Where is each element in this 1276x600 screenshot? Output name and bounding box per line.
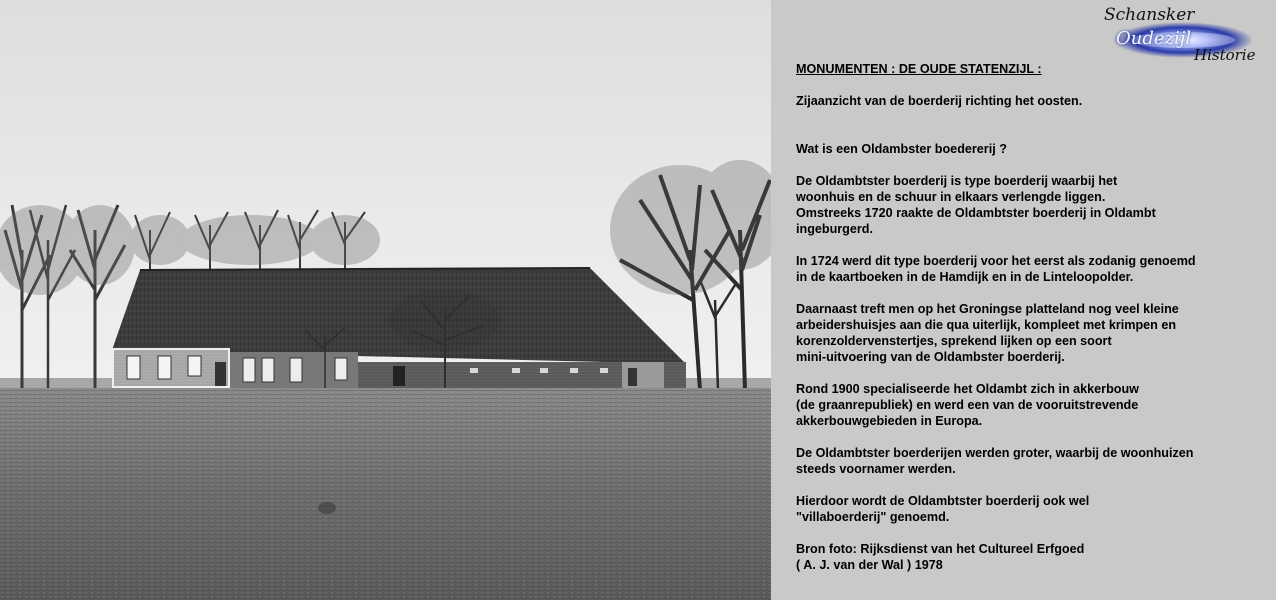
- logo-word-oudezijl: Oudezijl: [1116, 28, 1192, 49]
- paragraph-5: De Oldambtster boerderijen werden groter, waarbij de woonhuizen steeds voornamer werden.: [796, 446, 1194, 476]
- paragraph-1: De Oldambtster boerderij is type boerderij waarbij het woonhuis en de schuur in elkaars verlengde liggen. Omstreeks 1720 raakte de Oldambtster boerderij in Oldambt ingeburgerd.: [796, 174, 1156, 236]
- article-text: [796, 61, 1274, 589]
- paragraph-6: Hierdoor wordt de Oldambtster boerderij ook wel "villaboerderij" genoemd.: [796, 494, 1090, 524]
- section-question: Wat is een Oldambster boedererij ?: [796, 142, 1007, 156]
- photo-source: Bron foto: Rijksdienst van het Cultureel Erfgoed ( A. J. van der Wal ) 1978: [796, 542, 1085, 572]
- paragraph-2: In 1724 werd dit type boerderij voor het eerst als zodanig genoemd in de kaartboeken in de Hamdijk en in de Linteloopolder.: [796, 254, 1196, 284]
- logo-word-schansker: Schansker: [1104, 5, 1195, 25]
- paragraph-4: Rond 1900 specialiseerde het Oldambt zich in akkerbouw (de graanrepubliek) en werd een van de vooruitstrevende akkerbouwgebieden in Europa.: [796, 382, 1139, 428]
- photo-caption: Zijaanzicht van de boerderij richting het oosten.: [796, 94, 1083, 108]
- article-heading: MONUMENTEN : DE OUDE STATENZIJL :: [796, 62, 1042, 76]
- logo-word-historie: Historie: [1194, 46, 1256, 64]
- paragraph-3: Daarnaast treft men op het Groningse platteland nog veel kleine arbeidershuisjes aan die qua uiterlijk, kompleet met krimpen en korenzoldervenstertjes, sprekend lijken op een soort mini-uitvoering van de Oldambster boerderij.: [796, 302, 1179, 364]
- site-logo[interactable]: [1098, 4, 1270, 66]
